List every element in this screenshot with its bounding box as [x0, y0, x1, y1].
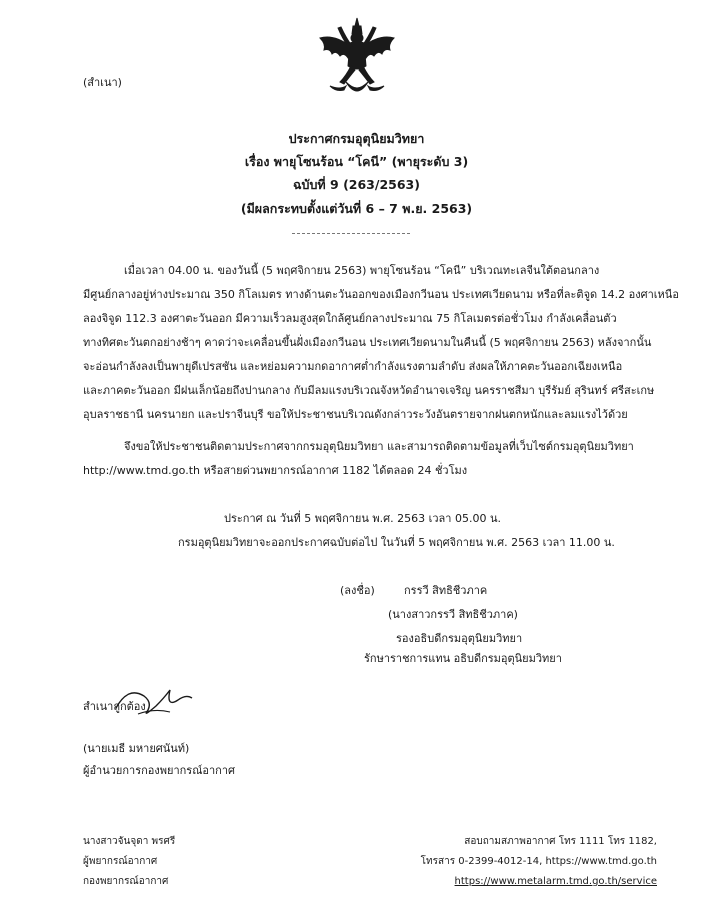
signed-name: กรรวี สิทธิชีวภาค	[404, 584, 488, 597]
body-line: เมื่อเวลา 04.00 น. ของวันนี้ (5 พฤศจิกายน 2563) พายุโซนร้อน “โคนี” บริเวณทะเลจีนใต้ตอนกลาง	[124, 264, 600, 277]
signatory-position: รองอธิบดีกรมอุตุนิยมวิทยา	[396, 632, 523, 645]
body-line: และภาคตะวันออก มีฝนเล็กน้อยถึงปานกลาง กับมีลมแรงบริเวณจังหวัดอำนาจเจริญ นครราชสีมา บุรีรัมย์ สุรินทร์ ศรีสะเกษ	[83, 384, 655, 397]
signatory-full-name: (นางสาวกรรวี สิทธิชีวภาค)	[388, 608, 518, 621]
announcement-effective-date: (มีผลกระทบตั้งแต่วันที่ 6 – 7 พ.ย. 2563)	[240, 201, 473, 216]
body-line: มีศูนย์กลางอยู่ห่างประมาณ 350 กิโลเมตร ทางด้านตะวันออกของเมืองกวีนอน ประเทศเวียดนาม หรือที่ละติจูด 14.2 องศาเหนือ	[83, 288, 679, 301]
heading-divider	[292, 233, 410, 234]
signatory-acting-position: รักษาราชการแทน อธิบดีกรมอุตุนิยมวิทยา	[364, 652, 562, 665]
copy-label: (สำเนา)	[83, 76, 122, 89]
contact-fax-website: โทรสาร 0-2399-4012-14, https://www.tmd.go.th	[420, 856, 657, 867]
body-line: ทางทิศตะวันตกอย่างช้าๆ คาดว่าจะเคลื่อนขึ้นฝั่งเมืองกวีนอน ประเทศเวียดนามในคืนนี้ (5 พฤศจิกายน 2563) หลังจากนั้น	[83, 336, 652, 349]
body-line: จึงขอให้ประชาชนติดตามประกาศจากกรมอุตุนิยมวิทยา และสามารถติดตามข้อมูลที่เว็บไซต์กรมอุตุนิยมวิทยา	[124, 440, 634, 453]
garuda-emblem-icon	[316, 16, 398, 100]
certifier-position: ผู้อำนวยการกองพยากรณ์อากาศ	[83, 764, 236, 777]
metalarm-link[interactable]: https://www.metalarm.tmd.go.th/service	[454, 876, 657, 887]
body-line: อุบลราชธานี นครนายก และปราจีนบุรี ขอให้ประชาชนบริเวณดังกล่าวระวังอันตรายจากฝนตกหนักและลมแรงไว้ด้วย	[83, 408, 628, 421]
contact-phone: สอบถามสภาพอากาศ โทร 1111 โทร 1182,	[464, 836, 657, 847]
certifier-name: (นายเมธี มหายศนันท์)	[83, 742, 190, 755]
announcement-title: ประกาศกรมอุตุนิยมวิทยา	[288, 131, 425, 146]
announcement-subject: เรื่อง พายุโซนร้อน “โคนี” (พายุระดับ 3)	[244, 154, 469, 169]
forecaster-division: กองพยากรณ์อากาศ	[83, 876, 169, 887]
announce-date: ประกาศ ณ วันที่ 5 พฤศจิกายน พ.ศ. 2563 เวลา 05.00 น.	[224, 512, 501, 525]
forecaster-name: นางสาวจันจุดา พรศรี	[83, 836, 176, 847]
body-line: จะอ่อนกำลังลงเป็นพายุดีเปรสชัน และหย่อมความกดอากาศต่ำกำลังแรงตามลำดับ ส่งผลให้ภาคตะวันออกเฉียงเหนือ	[83, 360, 623, 373]
body-line: http://www.tmd.go.th หรือสายด่วนพยากรณ์อากาศ 1182 ได้ตลอด 24 ชั่วโมง	[83, 464, 468, 477]
forecaster-title: ผู้พยากรณ์อากาศ	[83, 856, 158, 867]
handwritten-signature-icon	[108, 678, 198, 722]
signed-label: (ลงชื่อ)	[340, 584, 375, 597]
certified-copy-label: สำเนาถูกต้อง	[83, 700, 146, 713]
next-announcement: กรมอุตุนิยมวิทยาจะออกประกาศฉบับต่อไป ในวันที่ 5 พฤศจิกายน พ.ศ. 2563 เวลา 11.00 น.	[178, 536, 615, 549]
announcement-number: ฉบับที่ 9 (263/2563)	[293, 177, 420, 192]
body-line: ลองจิจูด 112.3 องศาตะวันออก มีความเร็วลมสูงสุดใกล้ศูนย์กลางประมาณ 75 กิโลเมตรต่อชั่วโมง กำลังเคลื่อนตัว	[83, 312, 617, 325]
